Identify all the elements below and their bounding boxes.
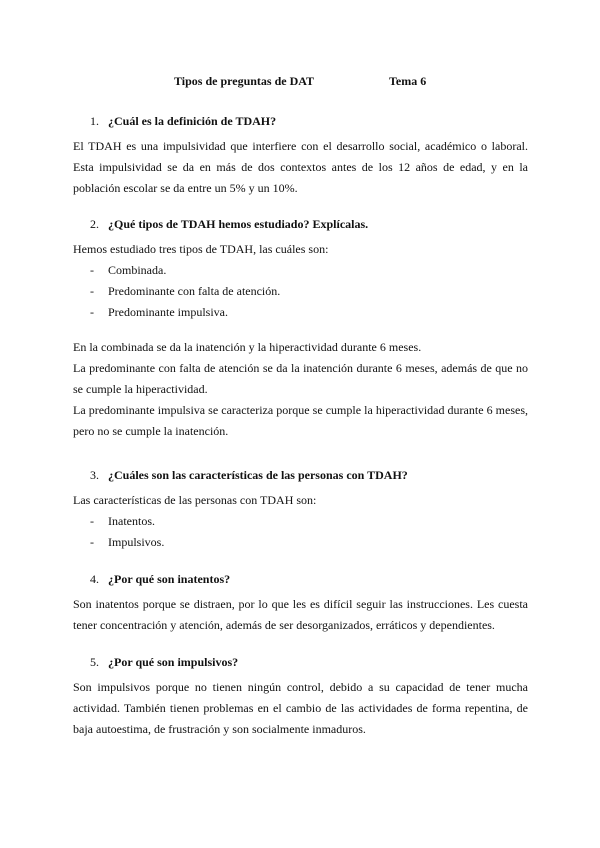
question-4-section [73, 572, 528, 636]
question-3-heading [73, 468, 528, 486]
document-title: Tipos de preguntas de DAT [174, 74, 315, 88]
list-item: - Inatentos. [90, 514, 155, 528]
question-5-heading [73, 655, 528, 673]
answer-paragraph: El TDAH es una impulsividad que interfiere con el desarrollo social, académico o laboral. Esta impulsividad se da en más de dos contextos antes de los 12 años de edad, y en la población escolar se da entre un 5% y un 10%. [73, 139, 528, 195]
question-number: 2. [90, 217, 99, 231]
explanation-paragraph: En la combinada se da la inatención y la hiperactividad durante 6 meses. [73, 340, 422, 354]
question-text: ¿Qué tipos de TDAH hemos estudiado? Explícalas. [108, 217, 369, 231]
question-3-section [73, 468, 528, 553]
question-5-section [73, 655, 528, 740]
document-topic: Tema 6 [389, 74, 427, 88]
answer-intro: Las características de las personas con TDAH son: [73, 493, 317, 507]
tdah-types-list [73, 260, 528, 323]
list-item: - Combinada. [90, 263, 167, 277]
explanation-paragraph: La predominante con falta de atención se da la inatención durante 6 meses, además de que no se cumple la hiperactividad. [73, 361, 528, 396]
question-text: ¿Cuáles son las características de las personas con TDAH? [108, 468, 408, 482]
document-header [0, 74, 600, 90]
answer-intro: Hemos estudiado tres tipos de TDAH, las cuáles son: [73, 242, 329, 256]
answer-paragraph: Son impulsivos porque no tienen ningún control, debido a su capacidad de tener mucha actividad. También tienen problemas en el cambio de las actividades de forma repentina, de baja autoestima, de frustración y son socialmente inmaduros. [73, 680, 528, 736]
question-number: 3. [90, 468, 99, 482]
question-2-heading [73, 217, 528, 235]
question-number: 1. [90, 114, 99, 128]
question-1-section [73, 114, 528, 199]
question-number: 4. [90, 572, 99, 586]
answer-paragraph: Son inatentos porque se distraen, por lo que les es difícil seguir las instrucciones. Les cuesta tener concentración y atención, además de ser desorganizados, erráticos y dependientes. [73, 597, 528, 632]
list-item: - Predominante impulsiva. [90, 305, 228, 319]
question-2-section [73, 217, 528, 442]
question-text: ¿Por qué son impulsivos? [108, 655, 239, 669]
question-text: ¿Por qué son inatentos? [108, 572, 231, 586]
list-item: - Predominante con falta de atención. [90, 284, 281, 298]
characteristics-list [73, 511, 528, 553]
explanation-paragraph: La predominante impulsiva se caracteriza porque se cumple la hiperactividad durante 6 meses, pero no se cumple la inatención. [73, 403, 528, 438]
question-4-heading [73, 572, 528, 590]
question-text: ¿Cuál es la definición de TDAH? [108, 114, 277, 128]
question-1-heading [73, 114, 528, 132]
list-item: - Impulsivos. [90, 535, 165, 549]
question-number: 5. [90, 655, 99, 669]
